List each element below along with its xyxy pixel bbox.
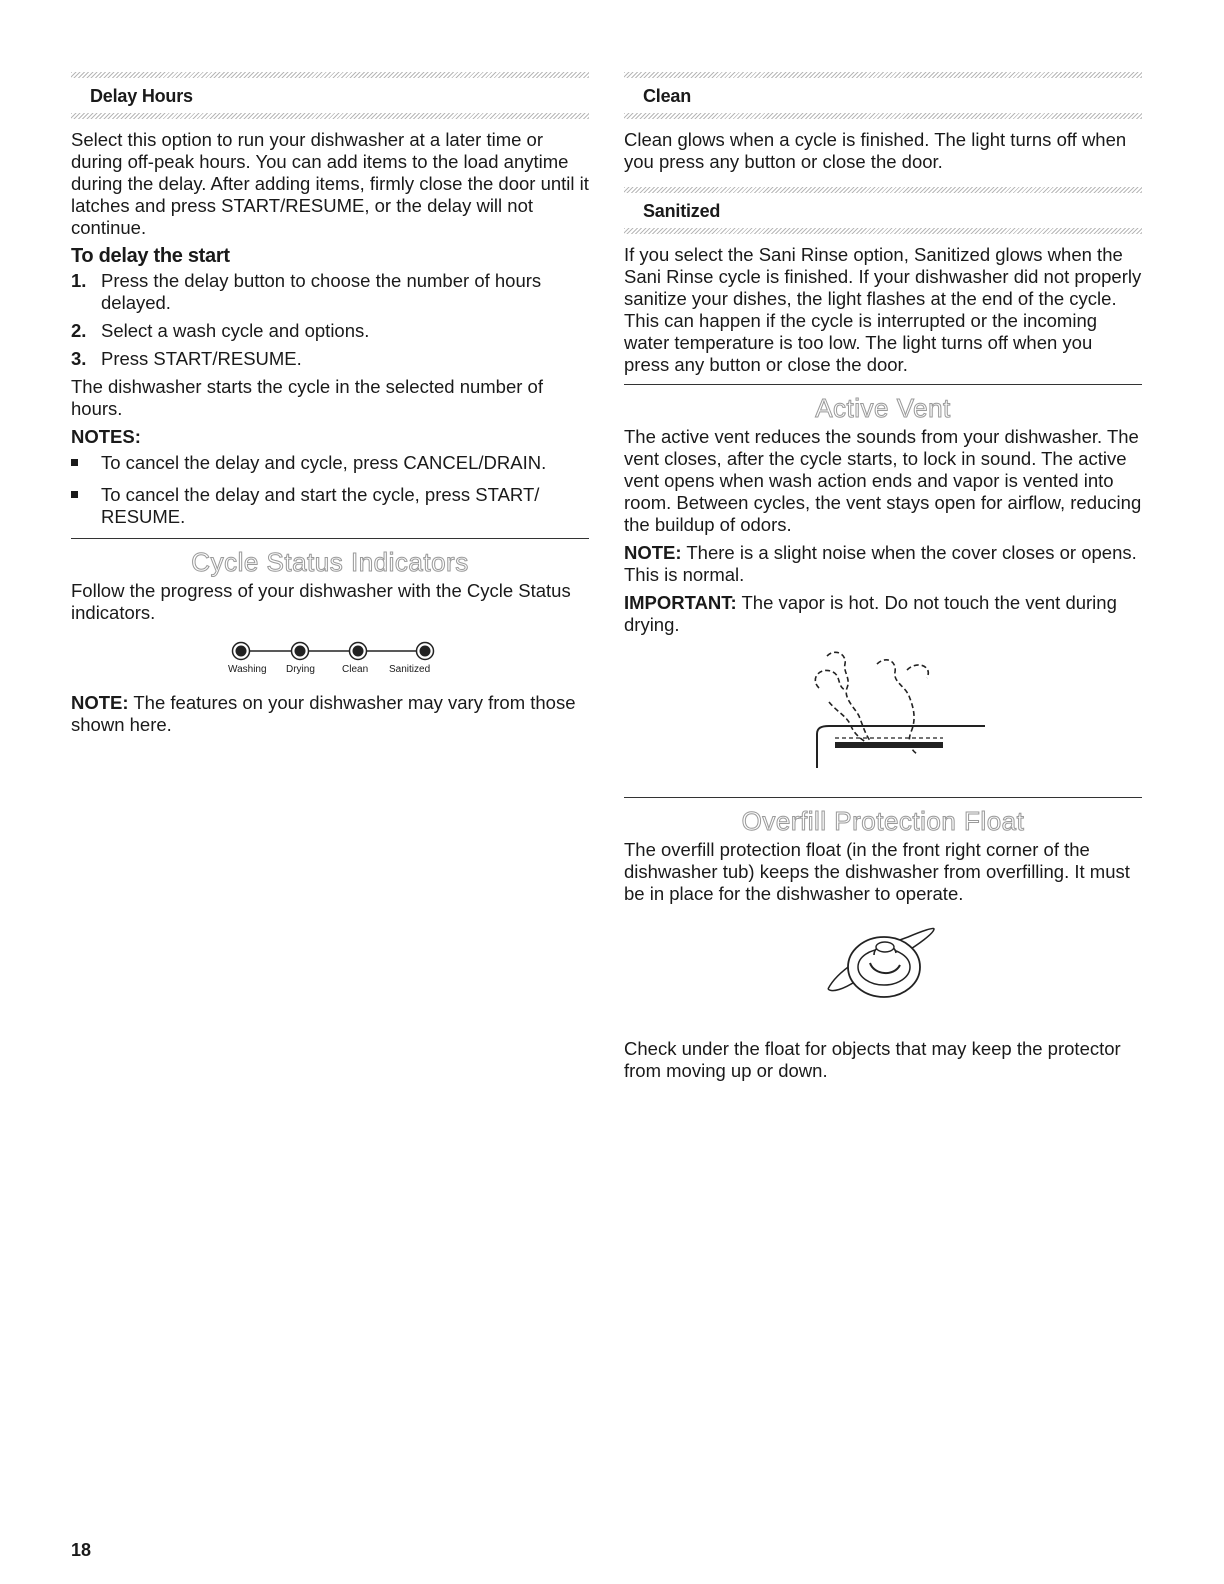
important-text: The vapor is hot. Do not touch the vent during drying.: [624, 592, 1117, 635]
step-number: 1.: [71, 270, 87, 291]
right-column: [624, 72, 1142, 1082]
status-lights-illustration: [228, 640, 508, 662]
bullet-square-icon: [71, 459, 78, 466]
float-icon: [822, 923, 942, 1003]
hatch-rule-bottom: [71, 113, 589, 119]
note-item: [71, 484, 589, 528]
hatch-rule-bottom: [624, 113, 1142, 119]
overfill-title: Overfill Protection Float: [741, 806, 1025, 836]
cycle-status-figure: [228, 640, 508, 678]
delay-steps: [71, 270, 589, 370]
section-rule: [71, 538, 589, 539]
clean-title: Clean: [643, 86, 692, 106]
step-number: 3.: [71, 348, 87, 369]
page-number: 18: [71, 1540, 92, 1560]
step-number: 2.: [71, 320, 87, 341]
note-text: To cancel the delay and cycle, press CANCEL/DRAIN.: [101, 452, 547, 473]
hatch-rule-bottom: [624, 228, 1142, 234]
note-text: There is a slight noise when the cover closes or opens. This is normal.: [624, 542, 1137, 585]
cycle-status-note: [71, 692, 589, 736]
status-light-sanitized-icon: [417, 643, 434, 660]
sanitized-title: Sanitized: [643, 201, 721, 221]
active-vent-title: Active Vent: [815, 393, 951, 423]
vent-vapor-icon: [807, 642, 987, 774]
note-item: [71, 452, 589, 474]
step-item: [71, 348, 589, 370]
status-light-clean-icon: [350, 643, 367, 660]
section-rule: [624, 797, 1142, 798]
to-delay-after: The dishwasher starts the cycle in the selected number of hours.: [71, 376, 543, 419]
cycle-status-body: Follow the progress of your dishwasher with the Cycle Status indicators.: [71, 580, 571, 623]
cycle-status-title: Cycle Status Indicators: [191, 547, 469, 577]
sanitized-subhead: [624, 187, 1142, 234]
left-column: [71, 72, 589, 736]
note-label: NOTE:: [624, 542, 682, 563]
delay-hours-title: Delay Hours: [90, 86, 193, 106]
note-text: To cancel the delay and start the cycle, press START/ RESUME.: [101, 484, 540, 527]
sanitized-body: If you select the Sani Rinse option, Sanitized glows when the Sani Rinse cycle is finished. If your dishwasher did not properly sanitize your dishes, the light flashes at the end of the cycle. This can happen if the cycle is interrupted or the incoming water temperature is too low. The light turns off when you press any button or close the door.: [624, 244, 1142, 375]
notes-title: NOTES:: [71, 426, 141, 447]
active-vent-body: The active vent reduces the sounds from your dishwasher. The vent closes, after the cycle starts, to lock in sound. The active vent opens when wash action ends and vapor is vented into room. Between cycles, the vent stays open for airflow, reducing the buildup of odors.: [624, 426, 1142, 535]
status-light-drying-icon: [292, 643, 309, 660]
overfill-after: Check under the float for objects that may keep the protector from moving up or down.: [624, 1038, 1121, 1081]
bullet-square-icon: [71, 491, 78, 498]
status-label-washing: Washing: [228, 664, 267, 675]
step-text: Press START/RESUME.: [101, 348, 302, 369]
step-text: Press the delay button to choose the number of hours delayed.: [101, 270, 542, 313]
step-text: Select a wash cycle and options.: [101, 320, 370, 341]
status-light-washing-icon: [233, 643, 250, 660]
important-label: IMPORTANT:: [624, 592, 737, 613]
status-labels: [228, 664, 508, 678]
note-text: The features on your dishwasher may vary from those shown here.: [71, 692, 576, 735]
vent-cover-icon: [835, 742, 943, 748]
notes-list: [71, 452, 589, 528]
overfill-float-illustration: [822, 923, 1142, 1008]
overfill-body: The overfill protection float (in the front right corner of the dishwasher tub) keeps the dishwasher from overfilling. It must be in place for the dishwasher to operate.: [624, 839, 1130, 904]
active-vent-illustration: [807, 642, 1142, 779]
to-delay-title: To delay the start: [71, 245, 230, 267]
step-item: [71, 320, 589, 342]
clean-body: Clean glows when a cycle is finished. The light turns off when you press any button or close the door.: [624, 129, 1127, 172]
active-vent-important: [624, 592, 1142, 636]
clean-subhead: [624, 72, 1142, 119]
status-label-clean: Clean: [342, 664, 369, 675]
status-label-drying: Drying: [286, 664, 315, 675]
section-rule: [624, 384, 1142, 385]
delay-hours-subhead: [71, 72, 589, 119]
delay-hours-body: Select this option to run your dishwasher at a later time or during off-peak hours. You can add items to the load anytime during the delay. After adding items, firmly close the door until it latches and press START/RESUME, or the delay will not continue.: [71, 129, 589, 238]
step-item: [71, 270, 589, 314]
note-label: NOTE:: [71, 692, 129, 713]
status-label-sanitized: Sanitized: [389, 664, 431, 675]
active-vent-note: [624, 542, 1142, 586]
